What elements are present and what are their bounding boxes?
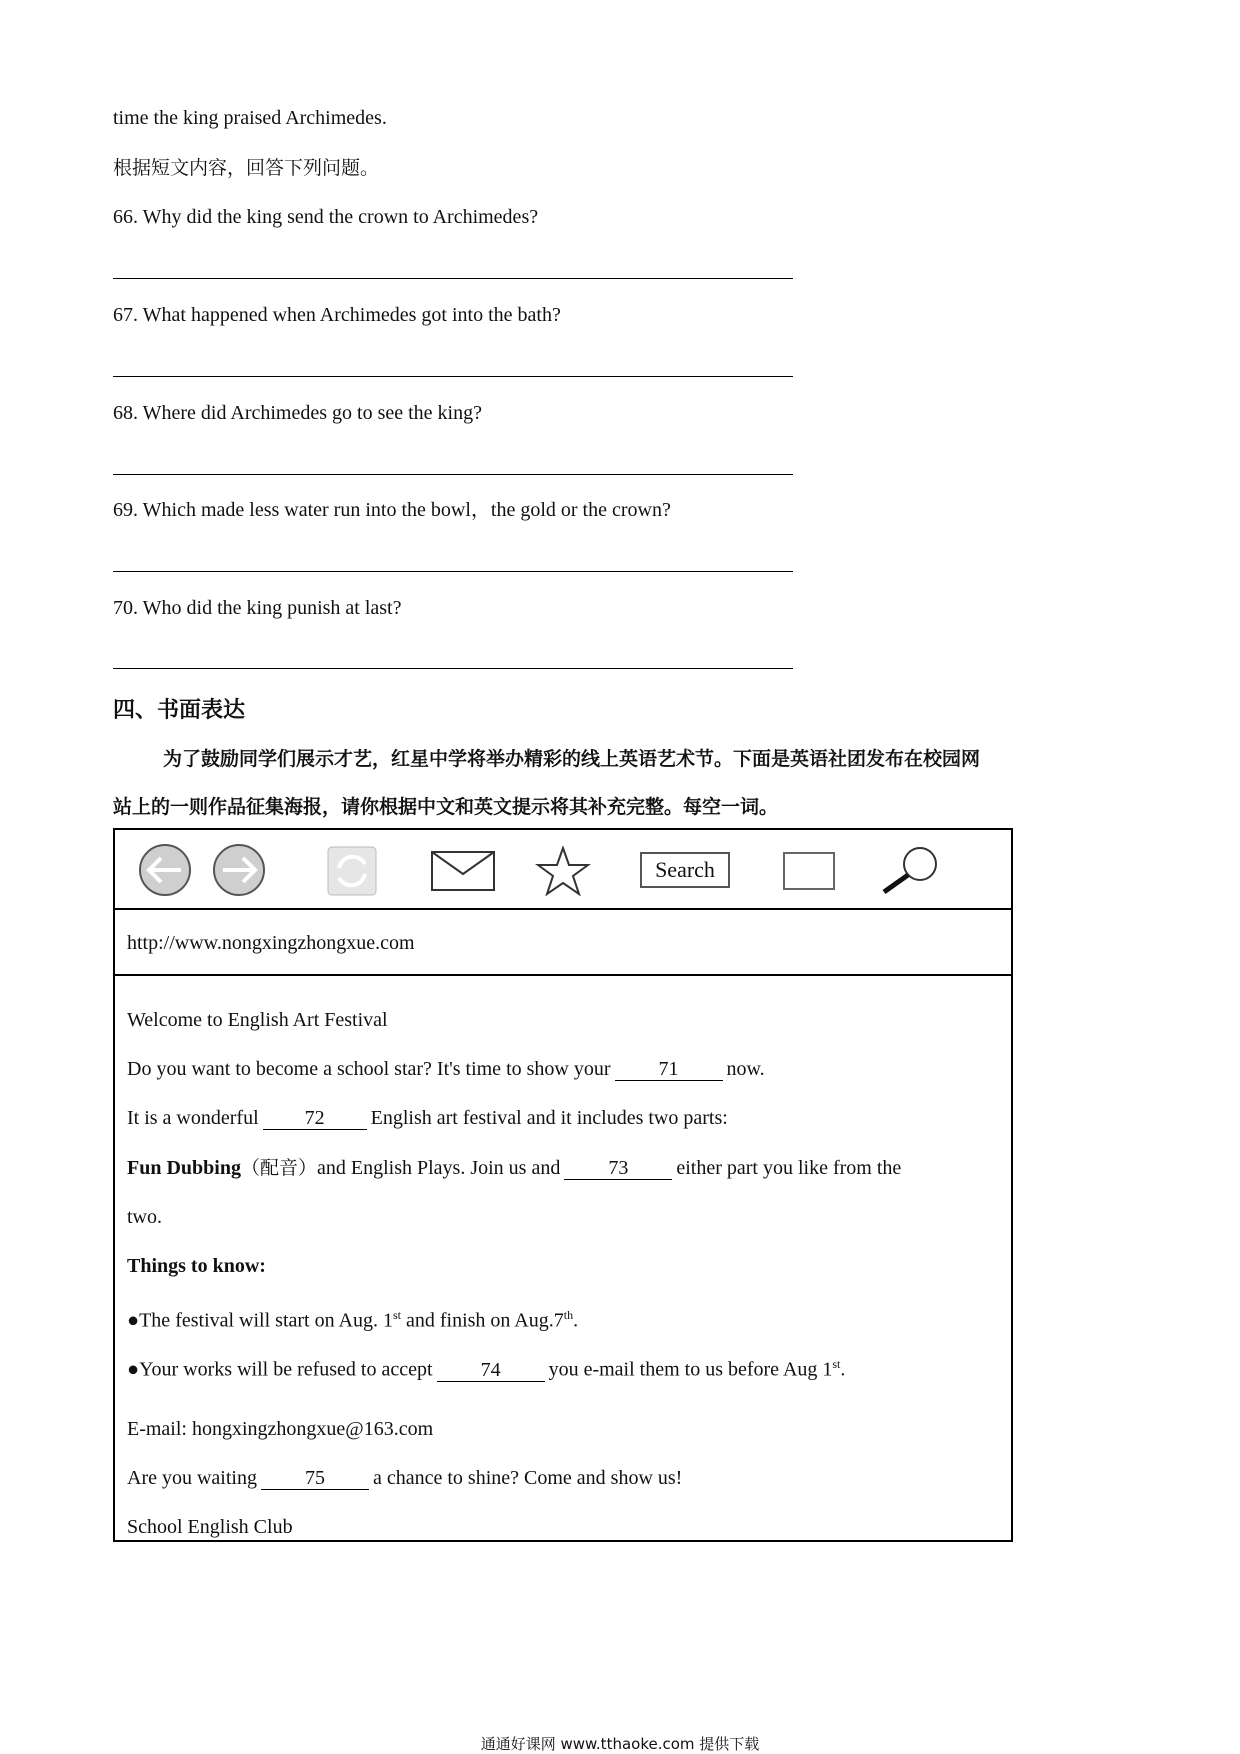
instruction-cn: 根据短文内容，回答下列问题。 — [113, 157, 380, 179]
blank-74[interactable]: 74 — [437, 1359, 545, 1382]
question-67: 67. What happened when Archimedes got into the bath? — [113, 304, 561, 326]
poster-line-1: Do you want to become a school star? It's time to show your 71 now. — [127, 1058, 765, 1080]
poster-signature: School English Club — [127, 1516, 293, 1538]
info-item-dates: ●The festival will start on Aug. 1st and finish on Aug.7th. — [127, 1308, 579, 1332]
poster-line-2: It is a wonderful 72 English art festival and it includes two parts: — [127, 1107, 728, 1129]
mail-icon[interactable] — [430, 850, 496, 897]
refresh-icon[interactable] — [325, 844, 379, 903]
poster — [113, 828, 1013, 1542]
question-70: 70. Who did the king punish at last? — [113, 597, 402, 619]
poster-line-4: two. — [127, 1206, 162, 1228]
answer-line-68[interactable] — [113, 474, 793, 475]
things-to-know-heading: Things to know: — [127, 1255, 266, 1277]
footer-watermark: 通通好课网 www.tthaoke.com 提供下载 — [480, 1735, 760, 1753]
answer-line-70[interactable] — [113, 668, 793, 669]
blank-73[interactable]: 73 — [564, 1157, 672, 1180]
browser-toolbar — [115, 830, 1011, 910]
section-heading: 四、书面表达 — [113, 698, 246, 723]
poster-line-3: Fun Dubbing（配音）and English Plays. Join us and 73 either part you like from the — [127, 1157, 902, 1179]
address-bar[interactable] — [115, 910, 1011, 976]
poster-line-5: Are you waiting 75 a chance to shine? Come and show us! — [127, 1467, 683, 1489]
question-66: 66. Why did the king send the crown to Archimedes? — [113, 206, 539, 228]
bullet: ● — [127, 1358, 140, 1381]
passage-end: time the king praised Archimedes. — [113, 107, 387, 129]
info-item-deadline: ●Your works will be refused to accept 74 you e-mail them to us before Aug 1st. — [127, 1357, 846, 1381]
blank-72[interactable]: 72 — [263, 1107, 367, 1130]
email-line: E-mail: hongxingzhongxue@163.com — [127, 1418, 434, 1440]
poster-title: Welcome to English Art Festival — [127, 1009, 388, 1031]
blank-75[interactable]: 75 — [261, 1467, 369, 1490]
magnifier-icon[interactable] — [880, 844, 942, 901]
writing-instruction-line1: 为了鼓励同学们展示才艺，红星中学将举办精彩的线上英语艺术节。下面是英语社团发布在校园网 — [163, 748, 981, 770]
answer-line-69[interactable] — [113, 571, 793, 572]
answer-line-67[interactable] — [113, 376, 793, 377]
forward-arrow-icon[interactable] — [211, 842, 267, 903]
window-icon[interactable] — [783, 852, 835, 890]
answer-line-66[interactable] — [113, 278, 793, 279]
question-69: 69. Which made less water run into the bowl，the gold or the crown? — [113, 499, 671, 521]
bullet: ● — [127, 1309, 140, 1332]
search-button[interactable]: Search — [640, 852, 730, 888]
blank-71[interactable]: 71 — [615, 1058, 723, 1081]
question-68: 68. Where did Archimedes go to see the king? — [113, 402, 482, 424]
writing-instruction-line2: 站上的一则作品征集海报，请你根据中文和英文提示将其补充完整。每空一词。 — [113, 796, 779, 818]
star-icon[interactable] — [535, 846, 591, 901]
url-text: http://www.nongxingzhongxue.com — [127, 932, 415, 954]
back-arrow-icon[interactable] — [137, 842, 193, 903]
